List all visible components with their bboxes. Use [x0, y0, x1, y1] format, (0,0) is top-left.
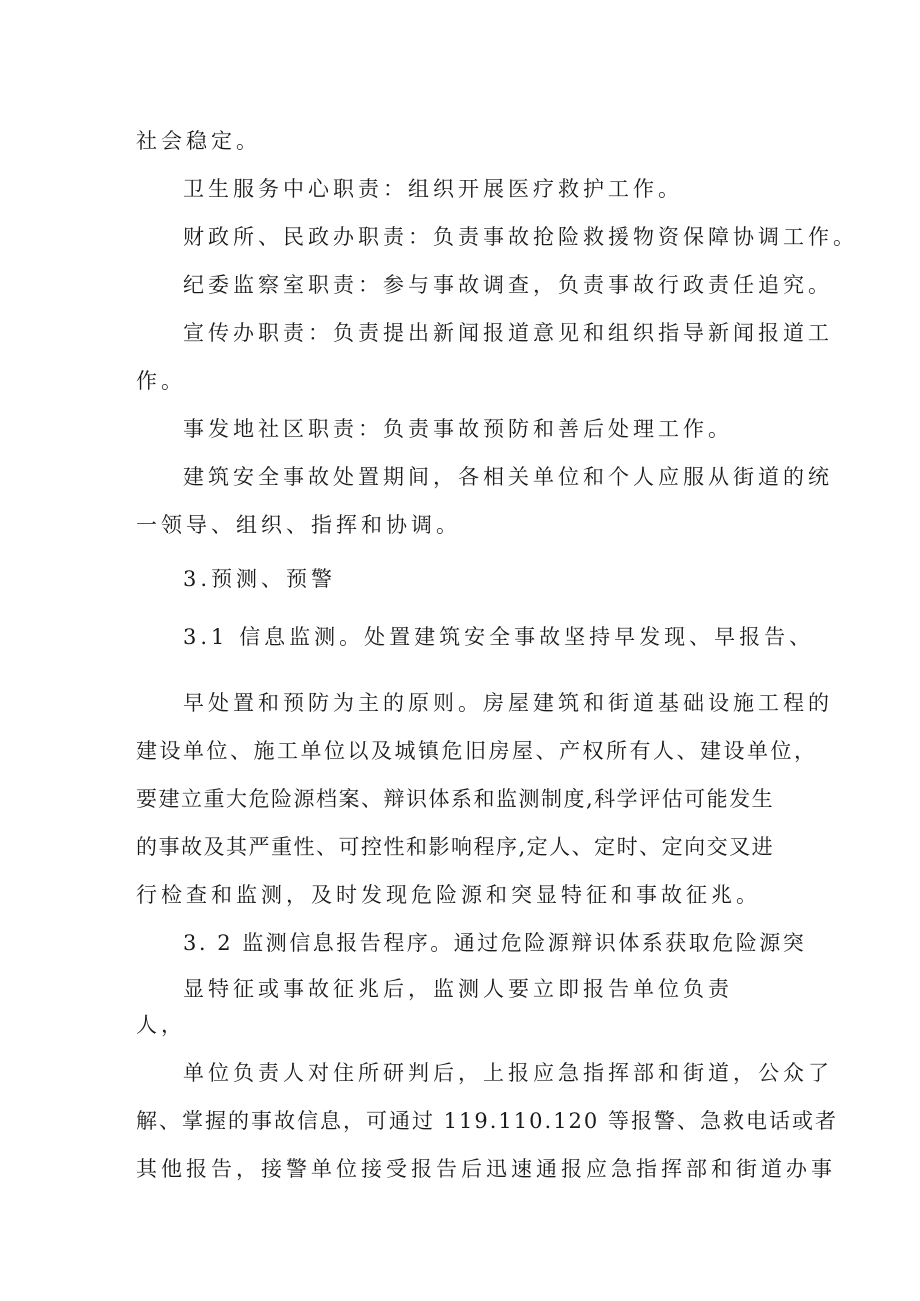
text-line: 宣传办职责：负责提出新闻报道意见和组织指导新闻报道工	[183, 321, 833, 345]
text-line: 建设单位、施工单位以及城镇危旧房屋、产权所有人、建设单位，	[136, 739, 818, 763]
text-line: 要建立重大危险源档案、辩识体系和监测制度,科学评估可能发生	[136, 787, 775, 811]
text-line: 社会稳定。	[136, 129, 261, 153]
text-line: 早处置和预防为主的原则。房屋建筑和街道基础设施工程的	[183, 691, 833, 715]
text-line: 纪委监察室职责：参与事故调查，负责事故行政责任追究。	[183, 273, 833, 297]
text-line: 事发地社区职责：负责事故预防和善后处理工作。	[183, 417, 733, 441]
text-line: 人，	[136, 1013, 186, 1037]
section-heading: 3.预测、预警	[183, 567, 337, 591]
text-line: 财政所、民政办职责：负责事故抢险救援物资保障协调工作。	[183, 225, 858, 249]
text-line: 的事故及其严重性、可控性和影响程序,定人、定时、定向交叉进	[136, 835, 775, 859]
text-line: 单位负责人对住所研判后，上报应急指挥部和街道，公众了	[183, 1061, 833, 1085]
text-line: 卫生服务中心职责：组织开展医疗救护工作。	[183, 177, 683, 201]
text-line: 建筑安全事故处置期间，各相关单位和个人应服从街道的统	[183, 465, 833, 489]
text-line: 作。	[136, 369, 186, 393]
text-line: 显特征或事故征兆后，监测人要立即报告单位负责	[183, 977, 733, 1001]
text-line: 其他报告，接警单位接受报告后迅速通报应急指挥部和街道办事	[136, 1157, 836, 1181]
text-line: 3. 2 监测信息报告程序。通过危险源辩识体系获取危险源突	[183, 931, 807, 955]
text-line: 行检查和监测，及时发现危险源和突显特征和事故征兆。	[136, 883, 761, 907]
text-line: 一领导、组织、指挥和协调。	[136, 513, 461, 537]
text-line: 解、掌握的事故信息，可通过 119.110.120 等报警、急救电话或者	[136, 1109, 838, 1133]
text-line: 3.1 信息监测。处置建筑安全事故坚持早发现、早报告、	[183, 625, 815, 649]
